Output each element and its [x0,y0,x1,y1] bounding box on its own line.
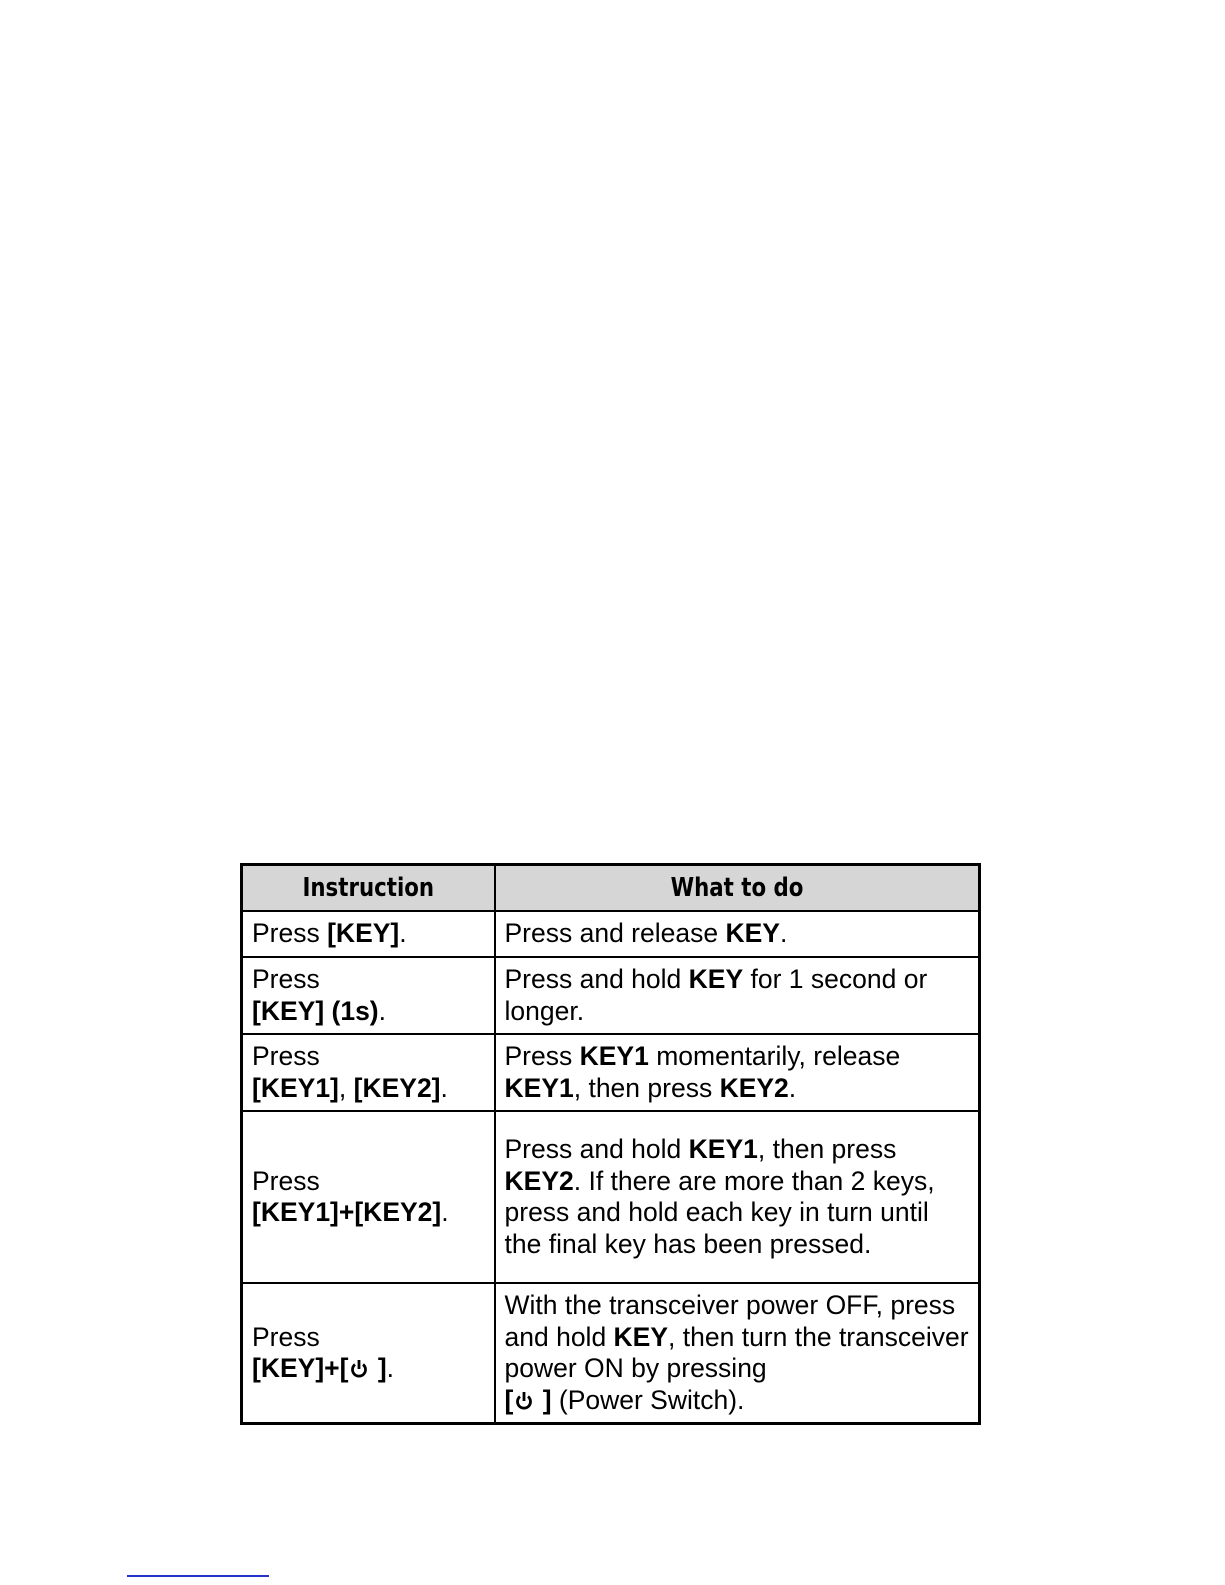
power-icon [349,1358,369,1380]
instruction-cell: Press [KEY]. [242,911,495,957]
footer-rule [127,1575,269,1577]
instruction-table-wrapper [240,863,978,1425]
table-row [242,1111,980,1283]
table-row [242,911,980,957]
header-what-to-do: What to do [495,865,980,912]
what-to-do-cell: Press and release KEY. [495,911,980,957]
table-row [242,1034,980,1111]
table-row [242,957,980,1034]
instruction-cell: Press [KEY] (1s). [242,957,495,1034]
instruction-table [240,863,981,1425]
instruction-cell: Press [KEY1], [KEY2]. [242,1034,495,1111]
what-to-do-cell: Press KEY1 momentarily, release KEY1, then press KEY2. [495,1034,980,1111]
table-header-row [242,865,980,912]
power-icon [514,1390,534,1412]
header-instruction: Instruction [242,865,495,912]
what-to-do-cell: Press and hold KEY1, then press KEY2. If there are more than 2 keys, press and hold each key in turn until the final key has been pressed. [495,1111,980,1283]
what-to-do-cell: Press and hold KEY for 1 second or longer. [495,957,980,1034]
instruction-cell: Press [KEY]+[ ]. [242,1283,495,1424]
what-to-do-cell: With the transceiver power OFF, press and hold KEY, then turn the transceiver power ON by pressing [ ] (Power Switch). [495,1283,980,1424]
instruction-cell: Press [KEY1]+[KEY2]. [242,1111,495,1283]
table-row [242,1283,980,1424]
